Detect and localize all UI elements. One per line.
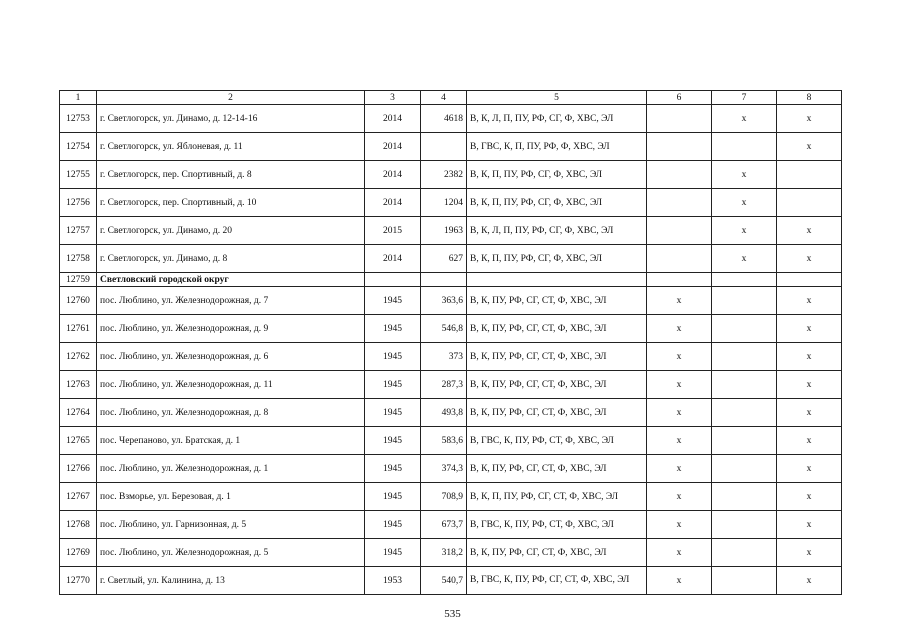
- column-8-mark-cell: х: [777, 455, 842, 483]
- year-cell: 2014: [365, 161, 421, 189]
- area-cell: 287,3: [421, 371, 467, 399]
- area-cell: 1963: [421, 217, 467, 245]
- column-6-mark-cell: х: [647, 539, 712, 567]
- column-header: 8: [777, 91, 842, 105]
- area-cell: 583,6: [421, 427, 467, 455]
- year-cell: 1945: [365, 287, 421, 315]
- area-cell: 318,2: [421, 539, 467, 567]
- table-row: [60, 399, 842, 427]
- row-number-cell: 12761: [60, 315, 97, 343]
- table-row: [60, 161, 842, 189]
- section-row: [60, 273, 842, 287]
- column-6-mark-cell: х: [647, 371, 712, 399]
- utilities-cell: В, ГВС, К, ПУ, РФ, СГ, СТ, Ф, ХВС, ЭЛ: [467, 567, 647, 595]
- table-row: [60, 245, 842, 273]
- utilities-cell: В, К, П, ПУ, РФ, СГ, Ф, ХВС, ЭЛ: [467, 245, 647, 273]
- column-6-mark-cell: х: [647, 511, 712, 539]
- table-row: [60, 455, 842, 483]
- area-cell: 363,6: [421, 287, 467, 315]
- row-number-cell: 12762: [60, 343, 97, 371]
- address-cell: г. Светлогорск, пер. Спортивный, д. 10: [97, 189, 365, 217]
- column-header: 7: [712, 91, 777, 105]
- column-header: 1: [60, 91, 97, 105]
- row-number-cell: 12766: [60, 455, 97, 483]
- utilities-cell: В, К, ПУ, РФ, СГ, СТ, Ф, ХВС, ЭЛ: [467, 343, 647, 371]
- column-7-mark-cell: [712, 483, 777, 511]
- column-7-mark-cell: [712, 287, 777, 315]
- column-8-mark-cell: [777, 189, 842, 217]
- column-6-mark-cell: [647, 245, 712, 273]
- column-7-mark-cell: [712, 399, 777, 427]
- row-number-cell: 12756: [60, 189, 97, 217]
- column-header: 6: [647, 91, 712, 105]
- column-7-mark-cell: х: [712, 189, 777, 217]
- table-row: [60, 343, 842, 371]
- column-header: 4: [421, 91, 467, 105]
- section-empty-cell: [712, 273, 777, 287]
- column-8-mark-cell: х: [777, 371, 842, 399]
- section-empty-cell: [467, 273, 647, 287]
- column-6-mark-cell: [647, 189, 712, 217]
- column-6-mark-cell: х: [647, 427, 712, 455]
- row-number-cell: 12758: [60, 245, 97, 273]
- section-empty-cell: [421, 273, 467, 287]
- row-number-cell: 12765: [60, 427, 97, 455]
- area-cell: 627: [421, 245, 467, 273]
- year-cell: 1953: [365, 567, 421, 595]
- row-number-cell: 12753: [60, 105, 97, 133]
- table-body: [60, 91, 842, 595]
- column-8-mark-cell: [777, 161, 842, 189]
- address-cell: г. Светлогорск, ул. Динамо, д. 20: [97, 217, 365, 245]
- address-cell: пос. Люблино, ул. Железнодорожная, д. 8: [97, 399, 365, 427]
- year-cell: 1945: [365, 371, 421, 399]
- area-cell: 4618: [421, 105, 467, 133]
- column-8-mark-cell: х: [777, 511, 842, 539]
- address-cell: г. Светлогорск, ул. Яблоневая, д. 11: [97, 133, 365, 161]
- address-cell: г. Светлый, ул. Калинина, д. 13: [97, 567, 365, 595]
- address-cell: г. Светлогорск, пер. Спортивный, д. 8: [97, 161, 365, 189]
- utilities-cell: В, К, ПУ, РФ, СГ, СТ, Ф, ХВС, ЭЛ: [467, 399, 647, 427]
- utilities-cell: В, К, П, ПУ, РФ, СГ, Ф, ХВС, ЭЛ: [467, 161, 647, 189]
- row-number-cell: 12760: [60, 287, 97, 315]
- year-cell: 1945: [365, 315, 421, 343]
- utilities-cell: В, К, Л, П, ПУ, РФ, СГ, Ф, ХВС, ЭЛ: [467, 105, 647, 133]
- column-7-mark-cell: [712, 371, 777, 399]
- column-6-mark-cell: х: [647, 567, 712, 595]
- column-7-mark-cell: [712, 567, 777, 595]
- table-row: [60, 483, 842, 511]
- column-7-mark-cell: [712, 133, 777, 161]
- column-7-mark-cell: х: [712, 217, 777, 245]
- column-8-mark-cell: х: [777, 567, 842, 595]
- area-cell: 546,8: [421, 315, 467, 343]
- address-cell: г. Светлогорск, ул. Динамо, д. 8: [97, 245, 365, 273]
- table-row: [60, 539, 842, 567]
- column-8-mark-cell: х: [777, 399, 842, 427]
- row-number-cell: 12764: [60, 399, 97, 427]
- column-7-mark-cell: х: [712, 105, 777, 133]
- column-6-mark-cell: х: [647, 343, 712, 371]
- column-8-mark-cell: х: [777, 539, 842, 567]
- column-8-mark-cell: х: [777, 133, 842, 161]
- table-row: [60, 133, 842, 161]
- column-8-mark-cell: х: [777, 217, 842, 245]
- table-row: [60, 427, 842, 455]
- column-6-mark-cell: х: [647, 315, 712, 343]
- column-7-mark-cell: х: [712, 161, 777, 189]
- column-6-mark-cell: х: [647, 399, 712, 427]
- year-cell: 2014: [365, 133, 421, 161]
- row-number-cell: 12767: [60, 483, 97, 511]
- year-cell: 1945: [365, 343, 421, 371]
- utilities-cell: В, К, ПУ, РФ, СГ, СТ, Ф, ХВС, ЭЛ: [467, 287, 647, 315]
- area-cell: 373: [421, 343, 467, 371]
- address-cell: пос. Люблино, ул. Железнодорожная, д. 1: [97, 455, 365, 483]
- address-cell: пос. Люблино, ул. Железнодорожная, д. 5: [97, 539, 365, 567]
- column-8-mark-cell: х: [777, 343, 842, 371]
- column-6-mark-cell: х: [647, 455, 712, 483]
- utilities-cell: В, ГВС, К, ПУ, РФ, СТ, Ф, ХВС, ЭЛ: [467, 511, 647, 539]
- column-6-mark-cell: х: [647, 287, 712, 315]
- area-cell: 540,7: [421, 567, 467, 595]
- column-number-header-row: [60, 91, 842, 105]
- column-7-mark-cell: [712, 455, 777, 483]
- utilities-cell: В, ГВС, К, ПУ, РФ, СТ, Ф, ХВС, ЭЛ: [467, 427, 647, 455]
- year-cell: 2014: [365, 105, 421, 133]
- column-7-mark-cell: [712, 343, 777, 371]
- column-8-mark-cell: х: [777, 105, 842, 133]
- table-row: [60, 511, 842, 539]
- column-6-mark-cell: [647, 161, 712, 189]
- column-8-mark-cell: х: [777, 315, 842, 343]
- address-cell: пос. Взморье, ул. Березовая, д. 1: [97, 483, 365, 511]
- area-cell: 708,9: [421, 483, 467, 511]
- address-cell: г. Светлогорск, ул. Динамо, д. 12-14-16: [97, 105, 365, 133]
- column-header: 3: [365, 91, 421, 105]
- year-cell: 1945: [365, 483, 421, 511]
- table-row: [60, 567, 842, 595]
- table-row: [60, 287, 842, 315]
- area-cell: [421, 133, 467, 161]
- row-number-cell: 12769: [60, 539, 97, 567]
- column-8-mark-cell: х: [777, 483, 842, 511]
- column-6-mark-cell: [647, 133, 712, 161]
- year-cell: 1945: [365, 511, 421, 539]
- utilities-cell: В, К, П, ПУ, РФ, СГ, СТ, Ф, ХВС, ЭЛ: [467, 483, 647, 511]
- area-cell: 1204: [421, 189, 467, 217]
- year-cell: 1945: [365, 427, 421, 455]
- address-cell: пос. Люблино, ул. Железнодорожная, д. 6: [97, 343, 365, 371]
- address-cell: пос. Люблино, ул. Железнодорожная, д. 9: [97, 315, 365, 343]
- column-7-mark-cell: [712, 511, 777, 539]
- table-row: [60, 105, 842, 133]
- column-6-mark-cell: [647, 217, 712, 245]
- table-row: [60, 217, 842, 245]
- table-row: [60, 371, 842, 399]
- utilities-cell: В, ГВС, К, П, ПУ, РФ, Ф, ХВС, ЭЛ: [467, 133, 647, 161]
- year-cell: 2015: [365, 217, 421, 245]
- section-empty-cell: [647, 273, 712, 287]
- column-8-mark-cell: х: [777, 245, 842, 273]
- year-cell: 1945: [365, 539, 421, 567]
- row-number-cell: 12763: [60, 371, 97, 399]
- table-row: [60, 189, 842, 217]
- column-6-mark-cell: [647, 105, 712, 133]
- utilities-cell: В, К, Л, П, ПУ, РФ, СГ, Ф, ХВС, ЭЛ: [467, 217, 647, 245]
- section-empty-cell: [365, 273, 421, 287]
- section-title-cell: Светловский городской округ: [97, 273, 365, 287]
- row-number-cell: 12768: [60, 511, 97, 539]
- utilities-cell: В, К, ПУ, РФ, СГ, СТ, Ф, ХВС, ЭЛ: [467, 455, 647, 483]
- utilities-cell: В, К, ПУ, РФ, СГ, СТ, Ф, ХВС, ЭЛ: [467, 371, 647, 399]
- area-cell: 673,7: [421, 511, 467, 539]
- row-number-cell: 12770: [60, 567, 97, 595]
- year-cell: 1945: [365, 399, 421, 427]
- row-number-cell: 12755: [60, 161, 97, 189]
- utilities-cell: В, К, ПУ, РФ, СГ, СТ, Ф, ХВС, ЭЛ: [467, 539, 647, 567]
- address-cell: пос. Черепаново, ул. Братская, д. 1: [97, 427, 365, 455]
- address-cell: пос. Люблино, ул. Гарнизонная, д. 5: [97, 511, 365, 539]
- column-8-mark-cell: х: [777, 287, 842, 315]
- column-header: 5: [467, 91, 647, 105]
- column-7-mark-cell: [712, 315, 777, 343]
- address-cell: пос. Люблино, ул. Железнодорожная, д. 7: [97, 287, 365, 315]
- page-number: 535: [444, 608, 461, 620]
- utilities-cell: В, К, ПУ, РФ, СГ, СТ, Ф, ХВС, ЭЛ: [467, 315, 647, 343]
- column-7-mark-cell: х: [712, 245, 777, 273]
- table-row: [60, 315, 842, 343]
- section-number-cell: 12759: [60, 273, 97, 287]
- section-empty-cell: [777, 273, 842, 287]
- column-6-mark-cell: х: [647, 483, 712, 511]
- column-header: 2: [97, 91, 365, 105]
- year-cell: 2014: [365, 245, 421, 273]
- utilities-cell: В, К, П, ПУ, РФ, СГ, Ф, ХВС, ЭЛ: [467, 189, 647, 217]
- row-number-cell: 12757: [60, 217, 97, 245]
- row-number-cell: 12754: [60, 133, 97, 161]
- area-cell: 374,3: [421, 455, 467, 483]
- year-cell: 1945: [365, 455, 421, 483]
- column-7-mark-cell: [712, 427, 777, 455]
- housing-register-table: [59, 90, 842, 595]
- area-cell: 493,8: [421, 399, 467, 427]
- column-8-mark-cell: х: [777, 427, 842, 455]
- area-cell: 2382: [421, 161, 467, 189]
- address-cell: пос. Люблино, ул. Железнодорожная, д. 11: [97, 371, 365, 399]
- year-cell: 2014: [365, 189, 421, 217]
- column-7-mark-cell: [712, 539, 777, 567]
